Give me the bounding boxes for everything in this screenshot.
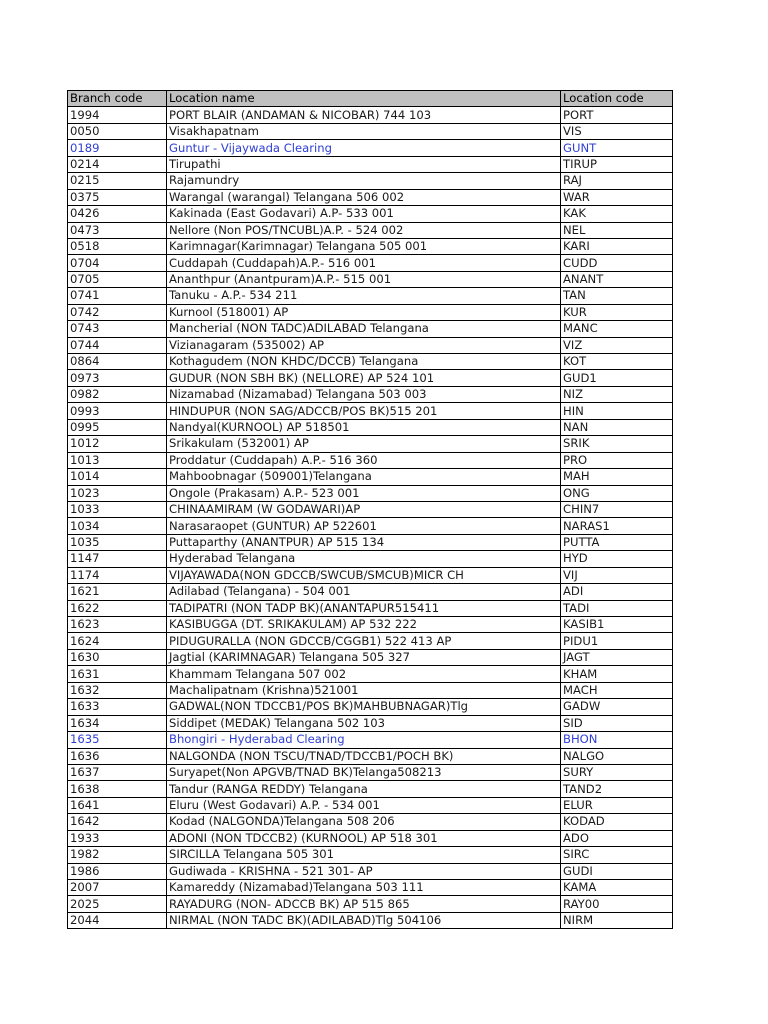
table-row <box>68 255 673 271</box>
location-name-cell: NIRMAL (NON TADC BK)(ADILABAD)Tlg 504106 <box>167 912 561 928</box>
location-code-cell: NALGO <box>561 748 673 764</box>
location-code-cell: NIRM <box>561 912 673 928</box>
branch-code-cell: 1012 <box>68 436 167 452</box>
location-code-cell: SIRC <box>561 847 673 863</box>
location-code-cell: KASIB1 <box>561 617 673 633</box>
location-name-cell: Proddatur (Cuddapah) A.P.- 516 360 <box>167 452 561 468</box>
table-row <box>68 386 673 402</box>
table-row <box>68 107 673 123</box>
table-row <box>68 699 673 715</box>
branch-code-cell: 1023 <box>68 485 167 501</box>
location-name-cell: Nandyal(KURNOOL) AP 518501 <box>167 419 561 435</box>
location-name-cell: Visakhapatnam <box>167 123 561 139</box>
header-location-name: Location name <box>167 91 561 107</box>
table-row <box>68 863 673 879</box>
location-code-cell: TAN <box>561 288 673 304</box>
branch-code-cell: 1982 <box>68 847 167 863</box>
table-row <box>68 814 673 830</box>
branch-code-cell: 1933 <box>68 830 167 846</box>
location-code-cell: HYD <box>561 551 673 567</box>
location-name-cell: Siddipet (MEDAK) Telangana 502 103 <box>167 715 561 731</box>
location-code-cell: KUR <box>561 304 673 320</box>
location-code-cell: CHIN7 <box>561 501 673 517</box>
location-name-cell: VIJAYAWADA(NON GDCCB/SWCUB/SMCUB)MICR CH <box>167 567 561 583</box>
table-row <box>68 896 673 912</box>
branch-code-cell: 1635 <box>68 732 167 748</box>
location-code-cell: VIS <box>561 123 673 139</box>
location-code-cell: GADW <box>561 699 673 715</box>
branch-code-cell: 2044 <box>68 912 167 928</box>
table-row <box>68 682 673 698</box>
location-name-cell: PORT BLAIR (ANDAMAN & NICOBAR) 744 103 <box>167 107 561 123</box>
location-code-cell: TADI <box>561 600 673 616</box>
branch-code-cell: 0743 <box>68 321 167 337</box>
table-row <box>68 534 673 550</box>
location-name-cell: Puttaparthy (ANANTPUR) AP 515 134 <box>167 534 561 550</box>
branch-code-cell: 0473 <box>68 222 167 238</box>
branch-code-cell: 1034 <box>68 518 167 534</box>
location-name-cell: Eluru (West Godavari) A.P. - 534 001 <box>167 797 561 813</box>
branch-code-cell: 1636 <box>68 748 167 764</box>
location-code-cell: ONG <box>561 485 673 501</box>
header-branch-code: Branch code <box>68 91 167 107</box>
table-row <box>68 847 673 863</box>
location-code-cell: CUDD <box>561 255 673 271</box>
location-code-cell: HIN <box>561 403 673 419</box>
location-name-cell: Nizamabad (Nizamabad) Telangana 503 003 <box>167 386 561 402</box>
table-row <box>68 173 673 189</box>
branch-code-cell: 1630 <box>68 649 167 665</box>
table-row <box>68 288 673 304</box>
table-row <box>68 206 673 222</box>
table-row <box>68 452 673 468</box>
table-row <box>68 732 673 748</box>
location-name-cell: Kamareddy (Nizamabad)Telangana 503 111 <box>167 880 561 896</box>
location-code-cell: RAJ <box>561 173 673 189</box>
branch-code-cell: 1174 <box>68 567 167 583</box>
location-code-cell: NIZ <box>561 386 673 402</box>
table-row <box>68 617 673 633</box>
location-code-cell: GUD1 <box>561 370 673 386</box>
location-name-cell: KASIBUGGA (DT. SRIKAKULAM) AP 532 222 <box>167 617 561 633</box>
location-code-cell: PRO <box>561 452 673 468</box>
location-name-cell: Cuddapah (Cuddapah)A.P.- 516 001 <box>167 255 561 271</box>
location-name-cell: PIDUGURALLA (NON GDCCB/CGGB1) 522 413 AP <box>167 633 561 649</box>
location-code-cell: VIZ <box>561 337 673 353</box>
location-name-cell: Suryapet(Non APGVB/TNAD BK)Telanga508213 <box>167 764 561 780</box>
branch-code-cell: 0993 <box>68 403 167 419</box>
branch-code-cell: 1631 <box>68 666 167 682</box>
location-name-cell: Mancherial (NON TADC)ADILABAD Telangana <box>167 321 561 337</box>
location-name-cell: Tandur (RANGA REDDY) Telangana <box>167 781 561 797</box>
location-code-cell: VIJ <box>561 567 673 583</box>
location-code-cell: PUTTA <box>561 534 673 550</box>
location-name-cell: Kakinada (East Godavari) A.P- 533 001 <box>167 206 561 222</box>
location-name-cell: Kothagudem (NON KHDC/DCCB) Telangana <box>167 354 561 370</box>
table-row <box>68 715 673 731</box>
location-code-cell: MANC <box>561 321 673 337</box>
location-name-cell: Nellore (Non POS/TNCUBL)A.P. - 524 002 <box>167 222 561 238</box>
branch-code-cell: 1033 <box>68 501 167 517</box>
location-name-cell: Narasaraopet (GUNTUR) AP 522601 <box>167 518 561 534</box>
branch-location-table <box>67 90 673 929</box>
branch-code-cell: 0973 <box>68 370 167 386</box>
location-name-cell: Mahboobnagar (509001)Telangana <box>167 469 561 485</box>
table-row <box>68 567 673 583</box>
location-name-cell: Hyderabad Telangana <box>167 551 561 567</box>
location-code-cell: MACH <box>561 682 673 698</box>
branch-code-cell: 1637 <box>68 764 167 780</box>
location-code-cell: WAR <box>561 189 673 205</box>
branch-code-cell: 1994 <box>68 107 167 123</box>
branch-code-cell: 1035 <box>68 534 167 550</box>
location-name-cell: Khammam Telangana 507 002 <box>167 666 561 682</box>
table-row <box>68 238 673 254</box>
location-name-cell: ADONI (NON TDCCB2) (KURNOOL) AP 518 301 <box>167 830 561 846</box>
location-name-cell: NALGONDA (NON TSCU/TNAD/TDCCB1/POCH BK) <box>167 748 561 764</box>
location-code-cell: SURY <box>561 764 673 780</box>
location-name-cell: Vizianagaram (535002) AP <box>167 337 561 353</box>
location-code-cell: JAGT <box>561 649 673 665</box>
location-code-cell: GUDI <box>561 863 673 879</box>
location-code-cell: KAK <box>561 206 673 222</box>
location-name-cell: Tanuku - A.P.- 534 211 <box>167 288 561 304</box>
table-row <box>68 222 673 238</box>
table-row <box>68 830 673 846</box>
location-name-cell: TADIPATRI (NON TADP BK)(ANANTAPUR515411 <box>167 600 561 616</box>
location-code-cell: KAMA <box>561 880 673 896</box>
table-row <box>68 518 673 534</box>
branch-code-cell: 1013 <box>68 452 167 468</box>
location-code-cell: BHON <box>561 732 673 748</box>
table-row <box>68 633 673 649</box>
table-row <box>68 600 673 616</box>
table-row <box>68 912 673 928</box>
location-code-cell: SRIK <box>561 436 673 452</box>
table-row <box>68 337 673 353</box>
branch-code-cell: 0215 <box>68 173 167 189</box>
table-header-row <box>68 91 673 107</box>
branch-code-cell: 0742 <box>68 304 167 320</box>
branch-code-cell: 1147 <box>68 551 167 567</box>
table-row <box>68 748 673 764</box>
location-name-cell: CHINAAMIRAM (W GODAWARI)AP <box>167 501 561 517</box>
table-row <box>68 271 673 287</box>
branch-code-cell: 0189 <box>68 140 167 156</box>
branch-code-cell: 1632 <box>68 682 167 698</box>
table-row <box>68 123 673 139</box>
location-code-cell: ADO <box>561 830 673 846</box>
location-name-cell: Kurnool (518001) AP <box>167 304 561 320</box>
location-code-cell: NARAS1 <box>561 518 673 534</box>
branch-code-cell: 0705 <box>68 271 167 287</box>
branch-code-cell: 0426 <box>68 206 167 222</box>
table-row <box>68 666 673 682</box>
location-code-cell: KOT <box>561 354 673 370</box>
branch-code-cell: 0995 <box>68 419 167 435</box>
table-row <box>68 584 673 600</box>
location-code-cell: NEL <box>561 222 673 238</box>
table-row <box>68 469 673 485</box>
branch-code-cell: 0744 <box>68 337 167 353</box>
branch-code-cell: 0704 <box>68 255 167 271</box>
table-row <box>68 764 673 780</box>
table-row <box>68 797 673 813</box>
table-row <box>68 551 673 567</box>
location-name-cell: SIRCILLA Telangana 505 301 <box>167 847 561 863</box>
location-code-cell: ADI <box>561 584 673 600</box>
location-code-cell: KARI <box>561 238 673 254</box>
location-name-cell: Ananthpur (Anantpuram)A.P.- 515 001 <box>167 271 561 287</box>
table-row <box>68 370 673 386</box>
location-code-cell: KHAM <box>561 666 673 682</box>
branch-code-cell: 1623 <box>68 617 167 633</box>
table-body <box>68 107 673 929</box>
location-code-cell: PIDU1 <box>561 633 673 649</box>
location-name-cell: Bhongiri - Hyderabad Clearing <box>167 732 561 748</box>
table-row <box>68 156 673 172</box>
location-code-cell: MAH <box>561 469 673 485</box>
branch-code-cell: 1986 <box>68 863 167 879</box>
location-name-cell: Machalipatnam (Krishna)521001 <box>167 682 561 698</box>
location-code-cell: ANANT <box>561 271 673 287</box>
location-name-cell: Karimnagar(Karimnagar) Telangana 505 001 <box>167 238 561 254</box>
table-row <box>68 403 673 419</box>
branch-code-cell: 1014 <box>68 469 167 485</box>
location-code-cell: KODAD <box>561 814 673 830</box>
location-name-cell: Ongole (Prakasam) A.P.- 523 001 <box>167 485 561 501</box>
location-name-cell: Guntur - Vijaywada Clearing <box>167 140 561 156</box>
location-code-cell: PORT <box>561 107 673 123</box>
branch-code-cell: 2025 <box>68 896 167 912</box>
branch-code-cell: 1642 <box>68 814 167 830</box>
location-code-cell: NAN <box>561 419 673 435</box>
location-code-cell: TAND2 <box>561 781 673 797</box>
branch-code-cell: 1621 <box>68 584 167 600</box>
location-name-cell: Srikakulam (532001) AP <box>167 436 561 452</box>
table-row <box>68 321 673 337</box>
location-name-cell: Kodad (NALGONDA)Telangana 508 206 <box>167 814 561 830</box>
table-row <box>68 880 673 896</box>
location-name-cell: HINDUPUR (NON SAG/ADCCB/POS BK)515 201 <box>167 403 561 419</box>
location-name-cell: GUDUR (NON SBH BK) (NELLORE) AP 524 101 <box>167 370 561 386</box>
branch-code-cell: 0982 <box>68 386 167 402</box>
table-row <box>68 501 673 517</box>
location-name-cell: Jagtial (KARIMNAGAR) Telangana 505 327 <box>167 649 561 665</box>
branch-code-cell: 0214 <box>68 156 167 172</box>
location-name-cell: Rajamundry <box>167 173 561 189</box>
branch-code-cell: 1624 <box>68 633 167 649</box>
branch-code-cell: 2007 <box>68 880 167 896</box>
location-name-cell: RAYADURG (NON- ADCCB BK) AP 515 865 <box>167 896 561 912</box>
location-code-cell: ELUR <box>561 797 673 813</box>
table-row <box>68 354 673 370</box>
branch-code-cell: 0741 <box>68 288 167 304</box>
location-code-cell: GUNT <box>561 140 673 156</box>
location-code-cell: TIRUP <box>561 156 673 172</box>
branch-code-cell: 0864 <box>68 354 167 370</box>
branch-code-cell: 1638 <box>68 781 167 797</box>
branch-code-cell: 0375 <box>68 189 167 205</box>
branch-code-cell: 0518 <box>68 238 167 254</box>
table-row <box>68 304 673 320</box>
branch-code-cell: 1622 <box>68 600 167 616</box>
location-code-cell: SID <box>561 715 673 731</box>
location-name-cell: Gudiwada - KRISHNA - 521 301- AP <box>167 863 561 879</box>
location-name-cell: GADWAL(NON TDCCB1/POS BK)MAHBUBNAGAR)Tlg <box>167 699 561 715</box>
branch-code-cell: 1633 <box>68 699 167 715</box>
branch-code-cell: 1634 <box>68 715 167 731</box>
table-row <box>68 419 673 435</box>
location-code-cell: RAY00 <box>561 896 673 912</box>
header-location-code: Location code <box>561 91 673 107</box>
location-name-cell: Warangal (warangal) Telangana 506 002 <box>167 189 561 205</box>
location-name-cell: Adilabad (Telangana) - 504 001 <box>167 584 561 600</box>
table-row <box>68 436 673 452</box>
table-row <box>68 649 673 665</box>
table-row <box>68 140 673 156</box>
branch-code-cell: 1641 <box>68 797 167 813</box>
table-row <box>68 781 673 797</box>
location-name-cell: Tirupathi <box>167 156 561 172</box>
table-row <box>68 485 673 501</box>
branch-code-cell: 0050 <box>68 123 167 139</box>
table-row <box>68 189 673 205</box>
